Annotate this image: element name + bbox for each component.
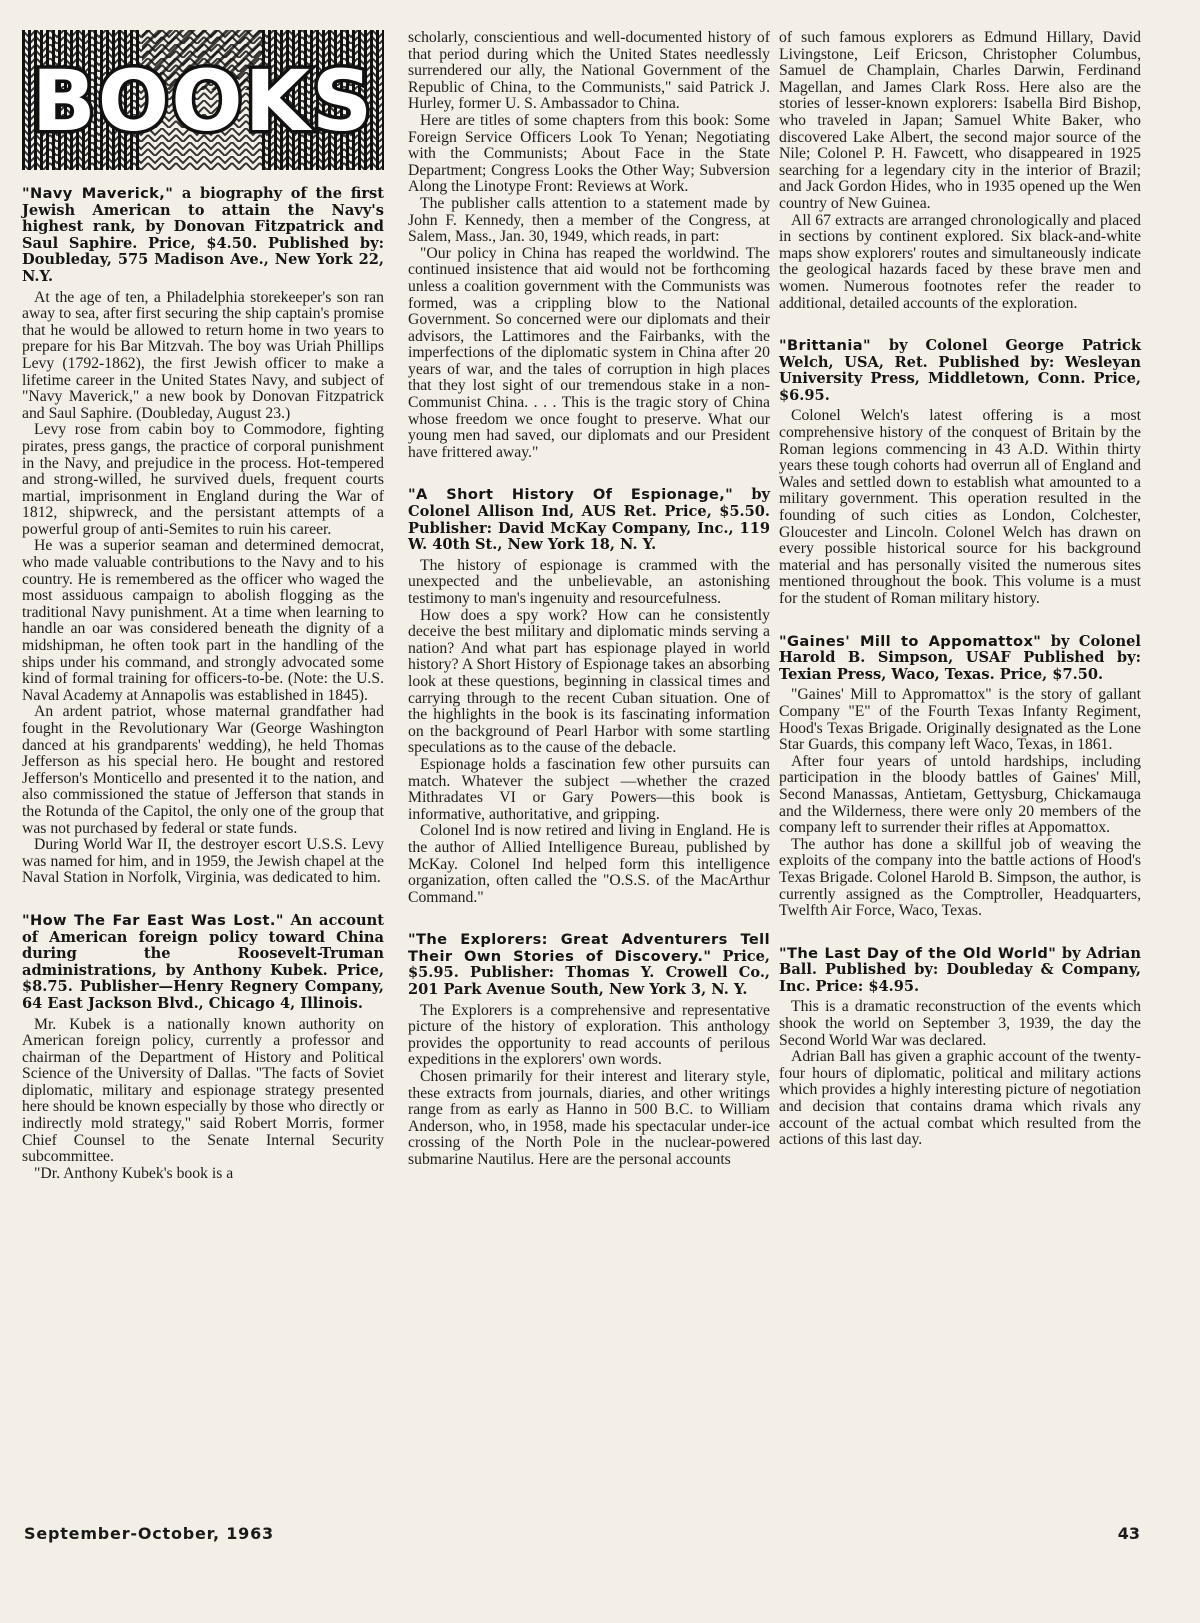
review-paragraph: "Gaines' Mill to Appromattox" is the story of gallant Company "E" of the Fourth Texas Infanty Regiment, Hood's Texas Brigade. Originally designated as the Lone Star Guards, this company left Waco, Texas, in 1861. — [779, 686, 1141, 754]
review-paragraph: Levy rose from cabin boy to Commodore, fighting pirates, press gangs, the practice of corporal punishment in the Navy, and prejudice in the process. Hot-tempered and strong-willed, he survived duels, frequent courts martial, imprisonment in England during the War of 1812, shipwreck, and the persistant attempts of a powerful group of anti-Semites to ruin his career. — [22, 421, 384, 538]
review-paragraph: He was a superior seaman and determined democrat, who made valuable contributions to the Navy and to his country. He is remembered as the officer who waged the most assiduous campaign to abolish flogging as the traditional Navy punishment. At a time when learning to handle an oar was considered beneath the dignity of a midshipman, he often took part in the handling of the ships under his command, and strongly advocated some kind of formal training for officers-to-be. (Note: the U.S. Naval Academy at Annapolis was established in 1845). — [22, 537, 384, 704]
book-title: "Gaines' Mill to Appomattox" — [779, 632, 1042, 650]
logo-text: BOOKS — [31, 52, 375, 150]
review-paragraph: of such famous explorers as Edmund Hillary, David Livingstone, Leif Ericson, Christopher Columbus, Samuel de Champlain, Charles Darwin, Ferdinand Magellan, and James Clark Ross. Here also are the stories of lesser-known explorers: Isabella Bird Bishop, who traveled in Japan; Samuel White Baker, who discovered Lake Albert, the second major source of the Nile; Colonel P. H. Fawcett, who disappeared in 1925 searching for a legendary city in the interior of Brazil; and Jack Gordon Hides, who in 1935 opened up the Wen country of New Guinea. — [779, 29, 1141, 212]
review-paragraph: Here are titles of some chapters from this book: Some Foreign Service Officers Look To Yenan; Negotiating with the Communists; About Face in the State Department; Congress Looks the Other Way; Subversion Along the Linotype Front: Reviews at Work. — [408, 111, 770, 196]
review-paragraph: Colonel Ind is now retired and living in England. He is the author of Allied Intelligence Bureau, published by McKay. Colonel Ind helped form this intelligence organization, often called the "O.S.S. of the MacArthur Command." — [408, 822, 770, 906]
book-title: "The Explorers: Great Adventurers Tell Their Own Stories of Discovery." — [408, 931, 770, 965]
column-1 — [22, 30, 384, 1208]
review-espionage — [408, 487, 770, 906]
review-heading — [22, 913, 384, 1013]
review-paragraph: Colonel Welch's latest offering is a most comprehensive history of the conquest of Britain by the Roman legions commencing in 43 A.D. Within thirty years these tough cohorts had overrun all of England and Wales and settled down to establish what amounted to a military government. This operation resulted in the founding of such cities as London, Colchester, Gloucester and Lincoln. Colonel Welch has drawn on every possible historical source for his background material and has personally visited the numerous sites mentioned throughout the book. This volume is a must for the student of Roman military history. — [779, 407, 1141, 607]
book-title: "The Last Day of the Old World" — [779, 944, 1057, 962]
review-heading — [22, 186, 384, 286]
review-paragraph: Chosen primarily for their interest and literary style, these extracts from journals, diaries, and other writings range from as early as Hanno in 500 B.C. to William Anderson, who, in 1958, made his spectacular under-ice crossing of the North Pole in the nuclear-powered submarine Nautilus. Here are the personal accounts — [408, 1068, 770, 1168]
review-paragraph: All 67 extracts are arranged chronologically and placed in sections by continent explored. Six black-and-white maps show explorers' routes and simultaneously indicate the geological hazards faced by these brave men and women. Numerous footnotes refer the reader to additional, detailed accounts of the exploration. — [779, 211, 1141, 312]
review-heading — [408, 932, 770, 998]
book-title: "How The Far East Was Lost." — [22, 911, 284, 929]
review-paragraph: The publisher calls attention to a statement made by John F. Kennedy, then a member of the Congress, at Salem, Mass., Jan. 30, 1949, which reads, in part: — [408, 194, 770, 246]
books-logo — [22, 30, 384, 170]
review-paragraph: Mr. Kubek is a nationally known authority on American foreign policy, currently a professor and chairman of the Department of History and Political Science of the University of Dallas. "The facts of Soviet diplomatic, military and espionage strategy presented here should be known especially by those who directly or indirectly mold strategy," said Robert Morris, former Chief Counsel to the Senate Internal Security subcommittee. — [22, 1015, 384, 1166]
review-paragraph: At the age of ten, a Philadelphia storekeeper's son ran away to sea, after first securing the ship captain's promise that he would be allowed to return home in two years to prepare for his Bar Mitzvah. The boy was Uriah Phillips Levy (1792-1862), the first Jewish officer to make a lifetime career in the United States Navy, and subject of "Navy Maverick," a new book by Donovan Fitzpatrick and Saul Saphire. (Doubleday, August 23.) — [22, 288, 384, 422]
review-paragraph: "Our policy in China has reaped the worldwind. The continued insistence that aid would not be forthcoming unless a coalition government with the Communists was formed, was a crippling blow to the National Government. So concerned were our diplomats and their advisors, the Lattimores and the Fairbanks, with the imperfections of the diplomatic system in China after 20 years of war, and the tales of corruption in high places that they lost sight of our tremendous stake in a non-Communist China. . . . This is the tragic story of China whose freedom we once fought to preserve. What our young men had saved, our diplomats and our President have frittered away." — [408, 244, 770, 461]
review-paragraph: scholarly, conscientious and well-documented history of that period during which the United States needlessly surrendered our ally, the National Government of the Republic of China, to the Communists," said Patrick J. Hurley, former U. S. Ambassador to China. — [408, 29, 770, 113]
review-paragraph: The Explorers is a comprehensive and representative picture of the history of exploration. This anthology provides the opportunity to read accounts of perilous expeditions in the explorers' own words. — [408, 1001, 770, 1069]
review-paragraph: This is a dramatic reconstruction of the events which shook the world on September 3, 1939, the day the Second World War was declared. — [779, 998, 1141, 1049]
book-details: by Colonel Allison Ind, AUS Ret. Price, $5.50. Publisher: David McKay Company, Inc., 119 W. 40th St., New York 18, N. Y. — [408, 486, 770, 554]
review-paragraph: The author has done a skillful job of weaving the exploits of the company into the battle actions of Hood's Texas Brigade. Colonel Harold B. Simpson, the author, is currently assigned as the Comptroller, Headquarters, Twelfth Air Force, Waco, Texas. — [779, 835, 1141, 920]
continued-explorers — [779, 30, 1141, 312]
review-heading — [408, 487, 770, 553]
book-details: by Colonel Harold B. Simpson, USAF Published by: Texian Press, Waco, Texas. Price, $7.50. — [779, 632, 1141, 683]
review-explorers — [408, 932, 770, 1168]
review-paragraph: Espionage holds a fascination few other pursuits can match. Whatever the subject —whether the crazed Mithradates VI or Gary Powers—this book is informative, authoritative, and gripping. — [408, 755, 770, 823]
review-paragraph: An ardent patriot, whose maternal grandfather had fought in the Revolutionary War (George Washington danced at his grandparents' wedding), he held Thomas Jefferson as his special hero. He bought and restored Jefferson's Monticello and presented it to the nation, and also commissioned the statue of Jefferson that stands in the Rotunda of the Capitol, the only one of the group that was not purchased by federal or state funds. — [22, 703, 384, 837]
review-paragraph: After four years of untold hardships, including participation in the bloody battles of Gaines' Mill, Second Manassas, Antietam, Gettysburg, Chickamauga and the Wilderness, there were only 20 members of the company left to surrender their rifles at Appomattox. — [779, 752, 1141, 837]
review-navy-maverick — [22, 186, 384, 887]
continued-far-east — [408, 30, 770, 461]
books-masthead — [22, 30, 384, 170]
issue-date: September-October, 1963 — [24, 1524, 274, 1543]
book-title: "Navy Maverick," — [22, 185, 174, 202]
column-3 — [779, 30, 1141, 1175]
page-number: 43 — [1117, 1524, 1140, 1543]
review-paragraph: "Dr. Anthony Kubek's book is a — [34, 1164, 234, 1182]
review-last-day — [779, 946, 1141, 1149]
review-heading — [779, 946, 1141, 996]
book-details: a biography of the first Jewish American to attain the Navy's highest rank, by Donovan Fitzpatrick and Saul Saphire. Price, $4.50. Published by: Doubleday, 575 Madison Ave., New York 22, N.Y. — [22, 185, 384, 285]
book-title: "A Short History Of Espionage," — [408, 486, 734, 504]
book-details: Price, $5.95. Publisher: Thomas Y. Crowell Co., 201 Park Avenue South, New York 3, N. Y. — [408, 947, 770, 999]
book-details: by Colonel George Patrick Welch, USA, Ret. Published by: Wesleyan University Press, Middletown, Conn. Price, $6.95. — [779, 337, 1141, 404]
book-details: An account of American foreign policy toward China during the Roosevelt-Truman administrations, by Anthony Kubek. Price, $8.75. Publisher—Henry Regnery Company, 64 East Jackson Blvd., Chicago 4, Illinois. — [22, 911, 384, 1012]
column-2 — [408, 30, 770, 1195]
review-brittania — [779, 338, 1141, 608]
book-title: "Brittania" — [779, 337, 871, 355]
review-gaines-mill — [779, 634, 1141, 920]
review-paragraph: During World War II, the destroyer escort U.S.S. Levy was named for him, and in 1959, the Jewish chapel at the Naval Station in Norfolk, Virginia, was dedicated to him. — [22, 836, 384, 887]
review-heading — [779, 338, 1141, 404]
review-far-east — [22, 913, 384, 1183]
review-paragraph: The history of espionage is crammed with the unexpected and the unbelievable, an astonishing testimony to man's ingenuity and resourcefulness. — [408, 556, 770, 607]
review-paragraph: Adrian Ball has given a graphic account of the twenty-four hours of diplomatic, political and military actions which provides a highly interesting picture of negotiation and decision that contains drama which rivals any account of the actual combat which resulted from the actions of this last day. — [779, 1048, 1141, 1149]
book-details: by Adrian Ball. Published by: Doubleday & Company, Inc. Price: $4.95. — [779, 944, 1141, 995]
review-paragraph: How does a spy work? How can he consistently deceive the best military and diplomatic minds serving a nation? And what part has espionage played in world history? A Short History of Espionage takes an absorbing look at these questions, beginning in classical times and carrying through to the recent Cuban situation. One of the highlights in the book is its fascinating information on the background of Pearl Harbor with some startling speculations as to the cause of the debacle. — [408, 606, 770, 757]
review-heading — [779, 634, 1141, 684]
